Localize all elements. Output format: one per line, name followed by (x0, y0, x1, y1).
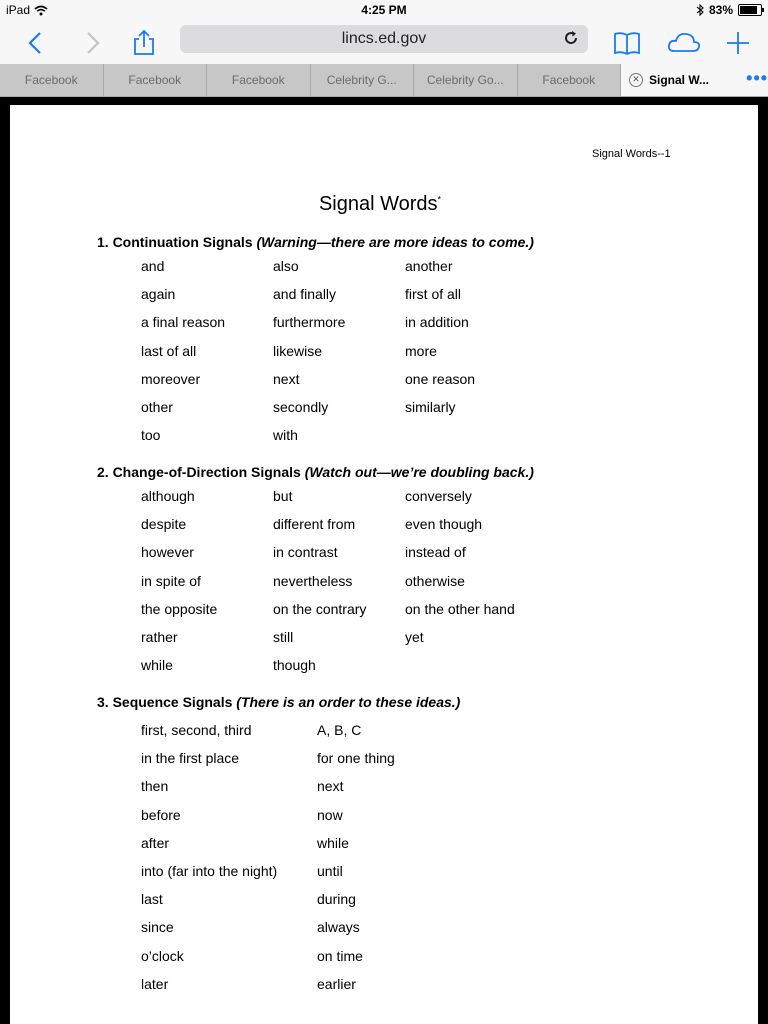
signal-word: still (273, 629, 294, 645)
signal-word: although (141, 488, 195, 504)
bluetooth-icon (696, 4, 704, 16)
battery-percent: 83% (708, 3, 733, 17)
signal-word: after (141, 834, 170, 851)
share-icon[interactable] (128, 27, 160, 59)
battery-fill (740, 6, 757, 14)
browser-toolbar (0, 22, 768, 64)
device-label: iPad (6, 3, 31, 17)
tab-item[interactable]: Celebrity Go... (414, 64, 518, 96)
signal-word: into (far into the night) (141, 863, 278, 879)
signal-word: again (141, 286, 176, 303)
signal-word: in spite of (141, 572, 201, 589)
signal-word: since (141, 919, 174, 936)
signal-word: more (405, 342, 437, 359)
signal-word: one reason (405, 370, 476, 387)
status-bar (0, 0, 768, 22)
url-text: lincs.ed.gov (341, 30, 427, 47)
signal-word: first, second, third (141, 722, 252, 738)
signal-word: another (405, 258, 453, 274)
new-tab-icon[interactable] (722, 27, 754, 59)
clock: 4:25 PM (361, 3, 407, 17)
tab-item[interactable]: Facebook (518, 64, 622, 96)
signal-word: otherwise (405, 572, 465, 589)
cloud-tabs-icon[interactable] (666, 27, 702, 59)
signal-word: a final reason (141, 314, 226, 331)
signal-word: in the first place (141, 750, 240, 767)
signal-word: on the contrary (273, 600, 367, 617)
more-tabs-button[interactable]: ••• (746, 64, 768, 96)
section-note: (Warning—there are more ideas to come.) (256, 234, 534, 250)
signal-word: then (141, 778, 169, 795)
signal-word: for one thing (317, 750, 395, 767)
page-viewport[interactable] (0, 97, 768, 1024)
section-heading (97, 464, 534, 480)
signal-word: moreover (141, 370, 201, 387)
signal-word: and (141, 258, 165, 274)
signal-word: however (141, 544, 194, 561)
tab-item[interactable]: Facebook (207, 64, 311, 96)
signal-word: later (141, 975, 169, 992)
signal-word: too (141, 427, 161, 444)
section-heading (97, 694, 460, 710)
signal-word: the opposite (141, 600, 218, 617)
signal-word: until (317, 863, 343, 879)
tab-active[interactable] (621, 64, 746, 96)
signal-word: o’clock (141, 947, 184, 964)
signal-word: in contrast (273, 544, 338, 561)
back-icon[interactable] (20, 27, 52, 59)
signal-word: next (317, 778, 344, 795)
close-tab-icon[interactable]: ✕ (629, 73, 643, 87)
section-heading-text: 3. Sequence Signals (97, 694, 233, 710)
signal-word: conversely (405, 488, 472, 504)
signal-word: while (141, 657, 173, 674)
signal-word: different from (273, 516, 356, 533)
page-label: Signal Words--1 (592, 148, 671, 160)
signal-word: A, B, C (317, 722, 362, 738)
signal-word: though (273, 657, 316, 674)
signal-word: secondly (273, 399, 329, 415)
signal-word: yet (405, 629, 424, 645)
signal-word: despite (141, 516, 187, 533)
reload-icon[interactable] (562, 29, 580, 47)
signal-word: similarly (405, 399, 456, 415)
signal-word: with (273, 427, 298, 444)
signal-word: rather (141, 629, 178, 645)
signal-word: next (273, 370, 300, 387)
bookmarks-icon[interactable] (611, 27, 643, 59)
signal-word: also (273, 258, 299, 274)
signal-word: earlier (317, 975, 356, 992)
section-note: (There is an order to these ideas.) (236, 694, 461, 710)
section-heading (97, 234, 534, 250)
signal-word: before (141, 806, 181, 823)
tab-item[interactable]: Celebrity G... (311, 64, 415, 96)
signal-word: likewise (273, 342, 323, 359)
section-note: (Watch out—we’re doubling back.) (304, 464, 534, 480)
signal-word: instead of (405, 544, 466, 561)
title-footnote-mark: * (437, 194, 442, 205)
signal-word: first of all (405, 286, 462, 303)
signal-word: while (317, 834, 349, 851)
signal-word: but (273, 488, 293, 504)
forward-icon[interactable] (76, 27, 108, 59)
battery-icon (738, 4, 762, 16)
tab-strip (0, 64, 768, 97)
document-page (10, 105, 758, 1024)
tab-item[interactable]: Facebook (104, 64, 208, 96)
signal-word: even though (405, 516, 483, 533)
active-tab-label: Signal W... (649, 73, 710, 87)
section-heading-text: 1. Continuation Signals (97, 234, 253, 250)
signal-word: last of all (141, 342, 197, 359)
signal-word: on the other hand (405, 600, 515, 617)
signal-word: in addition (405, 314, 469, 331)
signal-word: last (141, 891, 163, 908)
signal-word: nevertheless (273, 572, 353, 589)
title-text: Signal Words (318, 193, 438, 215)
signal-word: always (317, 919, 360, 936)
signal-word: during (317, 891, 356, 908)
address-bar[interactable] (180, 25, 588, 53)
page-title (10, 193, 750, 216)
status-right (696, 3, 762, 17)
section-heading-text: 2. Change-of-Direction Signals (97, 464, 301, 480)
signal-word: on time (317, 947, 363, 964)
tab-item[interactable]: Facebook (0, 64, 104, 96)
signal-word: furthermore (273, 314, 346, 331)
signal-word: now (317, 806, 343, 823)
signal-word: other (141, 399, 173, 415)
signal-word: and finally (273, 286, 337, 303)
